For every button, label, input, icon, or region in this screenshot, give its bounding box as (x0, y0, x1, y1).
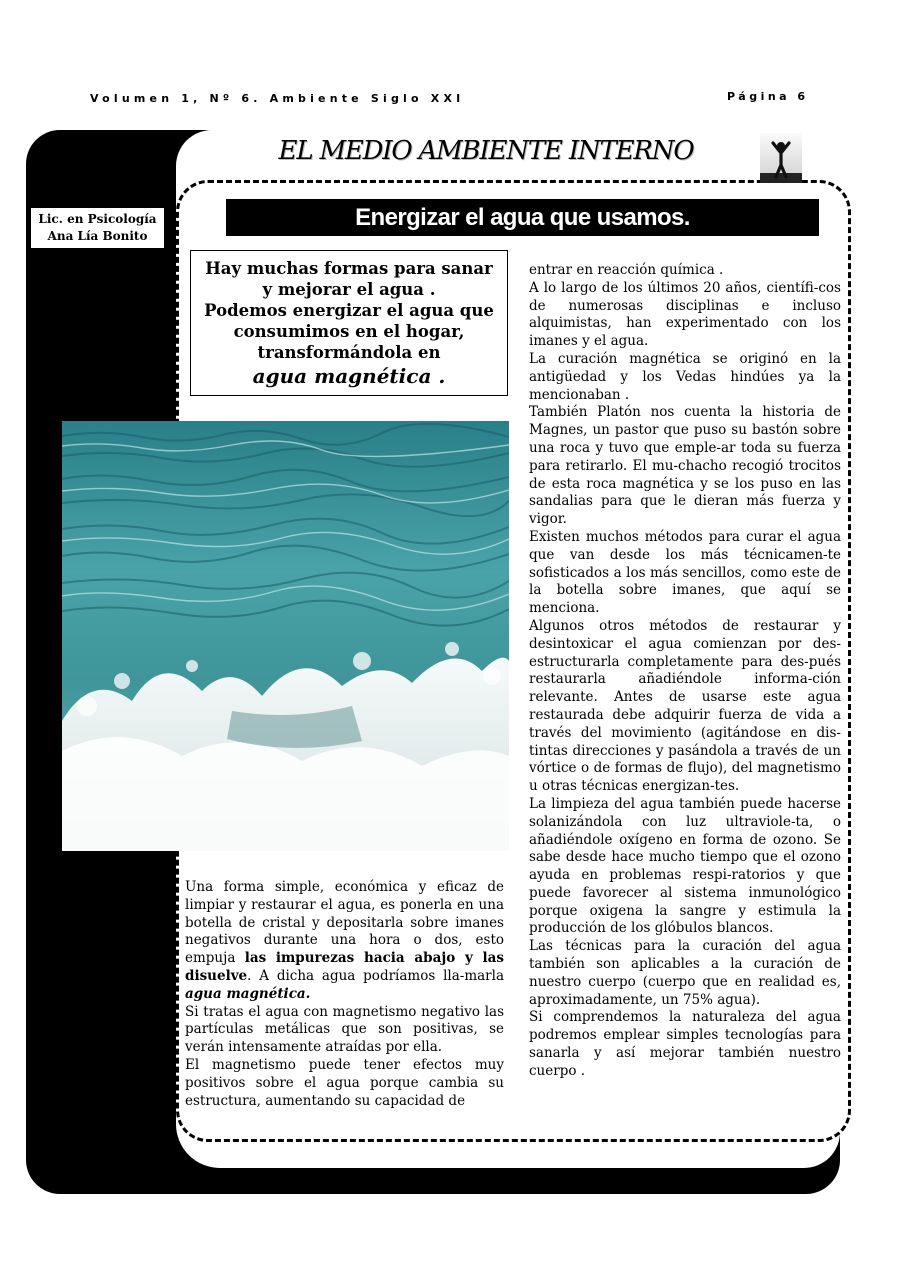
bold-text: las impurezas hacia abajo y las disuelve (185, 950, 504, 984)
pull-quote-emphasis: agua magnética . (252, 364, 446, 388)
pull-quote (190, 250, 508, 396)
person-icon (760, 133, 802, 183)
pull-quote-line: consumimos en el hogar, (233, 322, 465, 341)
section-title: EL MEDIO AMBIENTE INTERNO (278, 136, 694, 166)
paragraph: También Platón nos cuenta la historia de Magnes, un pastor que puso su bastón sobre una roca y tuvo que emple-ar toda su fuerza para retirarlo. El mu-chacho recogió trocitos de esta roca magnética y se los puso en las sandalias para que le dieran más fuerza y vigor. (529, 404, 841, 528)
paragraph: El magnetismo puede tener efectos muy positivos sobre el agua porque cambia su estructura, aumentando su capacidad de (185, 1056, 504, 1109)
bold-italic-text: agua magnética. (185, 985, 311, 1002)
author-title: Lic. en Psicología (38, 212, 157, 226)
page-header-left: Volumen 1, Nº 6. Ambiente Siglo XXI (90, 92, 465, 105)
paragraph: La curación magnética se originó en la antigüedad y los Vedas hindúes ya la mencionaban . (529, 350, 841, 403)
text-span: Una forma simple, económica y eficaz de limpiar y restaurar el agua, es ponerla en una botella de cristal y depositarla sobre imanes negativos durante una hora o dos, esto empuja (185, 879, 504, 967)
paragraph: Algunos otros métodos de restaurar y desintoxicar el agua comienzan por des-estructurarla completamente para des-pués restaurarla añadiéndole informa-ción relevante. Antes de usarse este agua restaurada debe adquirir fuerza de vida a través del movimiento (agitándose en dis-tintas direcciones y pasándola a través de un vórtice o de formas de flujo), del magnetismo u otras técnicas energizan-tes. (529, 617, 841, 795)
paragraph: Si tratas el agua con magnetismo negativo las partículas metálicas que son positivas, se verán intensamente atraídas por ella. (185, 1003, 504, 1056)
paragraph (185, 879, 504, 1004)
author-name: Ana Lía Bonito (47, 229, 148, 243)
text-span: . A dicha agua podríamos lla-marla (247, 967, 504, 984)
paragraph: La limpieza del agua también puede hacerse solanizándola con luz ultraviole-ta, o añadiéndole oxígeno en forma de ozono. Se sabe desde hace mucho tiempo que el ozono ayuda en problemas respi-ratorios y que puede favorecer al sistema inmunológico porque oxigena la sangre y estimula la producción de los glóbulos blancos. (529, 795, 841, 937)
right-column (529, 262, 841, 1081)
pull-quote-line: y mejorar el agua . (262, 280, 436, 299)
water-photo (62, 421, 509, 851)
pull-quote-line: transformándola en (257, 343, 441, 362)
author-box (30, 207, 165, 249)
pull-quote-line: Hay muchas formas para sanar (205, 259, 493, 278)
paragraph: Existen muchos métodos para curar el agua que van desde los más técnicamen-te sofisticados a los más sencillos, como este de la botella sobre imanes, que aquí se menciona. (529, 528, 841, 617)
paragraph: entrar en reacción química . (529, 262, 724, 278)
article-title: Energizar el agua que usamos. (226, 199, 819, 236)
paragraph: A lo largo de los últimos 20 años, científi-cos de numerosas disciplinas e incluso alquimistas, han experimentado con los imanes y el agua. (529, 279, 841, 350)
page-number: Página 6 (727, 90, 809, 103)
paragraph: Si comprendemos la naturaleza del agua podremos emplear simples tecnologías para sanarla y así mejorar también nuestro cuerpo . (529, 1009, 841, 1079)
pull-quote-line: Podemos energizar el agua que (204, 301, 494, 320)
left-column (185, 879, 504, 1110)
paragraph: Las técnicas para la curación del agua también son aplicables a la curación de nuestro cuerpo (cuerpo que en realidad es, aproximadamente, un 75% agua). (529, 938, 841, 1008)
